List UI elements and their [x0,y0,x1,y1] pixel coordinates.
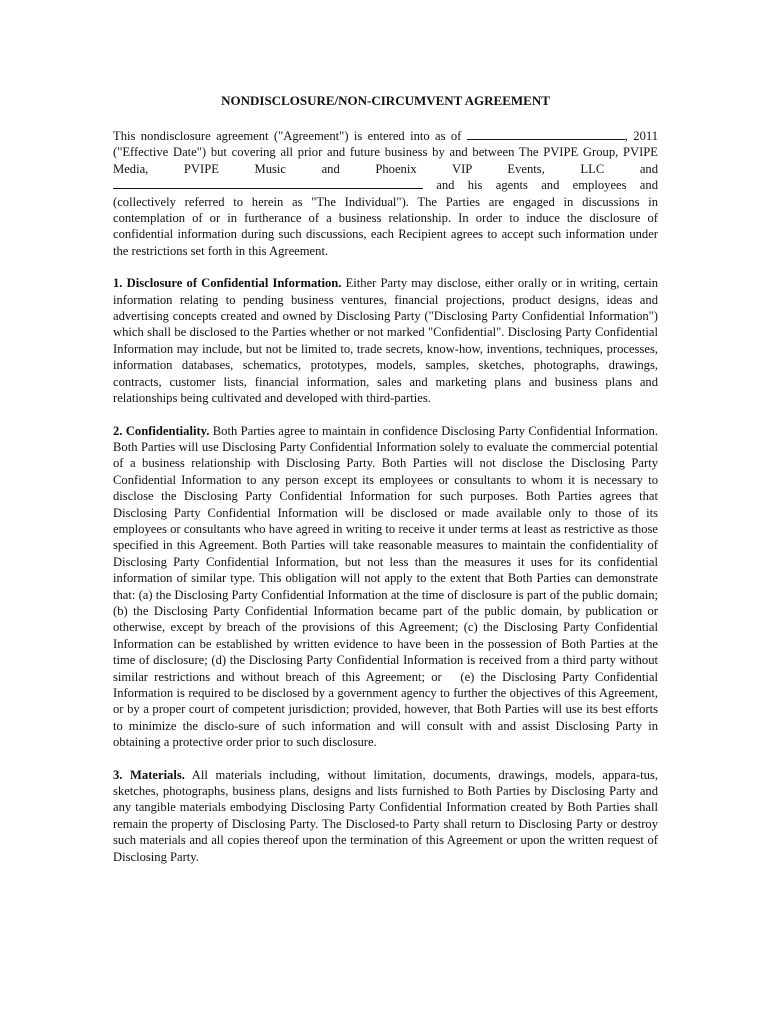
section-disclosure [113,275,658,406]
individual-name-blank [113,177,423,189]
intro-text-2: , 2011 ("Effective Date") but covering all prior and future business by and between The PVIPE Group, PVIPE Media, PVIPE Music and Phoenix VIP Events, LLC and [113,129,658,176]
section-heading: 3. Materials. [113,767,185,782]
section-body: All materials including, without limitation, documents, drawings, models, appara-tus, sketches, photographs, business plans, designs and lists furnished to Both Parties by Disclosing Party and any tangible materials embodying Disclosing Party Confidential Information created by Both Parties shall remain the property of Disclosing Party. The Disclosed-to Party shall return to Disclosing Party or destroy such materials and all copies thereof upon the termination of this Agreement or upon the written request of Disclosing Party. [113,767,658,864]
intro-text-1: This nondisclosure agreement ("Agreement") is entered into as of [113,129,467,143]
section-heading: 2. Confidentiality. [113,423,210,438]
document-title: NONDISCLOSURE/NON-CIRCUMVENT AGREEMENT [221,93,550,108]
section-body: Both Parties agree to maintain in confidence Disclosing Party Confidential Information. Both Parties will use Disclosing Party Confidential Information solely to evaluate the commercial potential of a business relationship with Disclosing Party. Both Parties will not disclose the Disclosing Party Confidential Information to any person except its employees or consultants to whom it is necessary to disclose the Disclosing Party Confidential Information for such purposes. Both Parties agrees that Disclosing Party Confidential Information will be disclosed or made available only to those of its employees or consultants who have agreed in writing to receive it under terms at least as restrictive as those specified in this Agreement. Both Parties will take reasonable measures to maintain the confidentiality of Disclosing Party Confidential Information, but not less than the measures it uses for its confidential information of similar type. This obligation will not apply to the extent that Both Parties can demonstrate that: (a) the Disclosing Party Confidential Information at the time of disclosure is part of the public domain; (b) the Disclosing Party Confidential Information became part of the public domain, by publication or otherwise, except by breach of the provisions of this Agreement; (c) the Disclosing Party Confidential Information can be established by written evidence to have been in the possession of Both Parties at the time of disclosure; (d) the Disclosing Party Confidential Information is received from a third party without similar restrictions and without breach of this Agreement; or (e) the Disclosing Party Confidential Information is required to be disclosed by a government agency to further the objectives of this Agreement, or by a proper court of competent jurisdiction; provided, however, that Both Parties will use its best efforts to minimize the disclo-sure of such information and will consult with and assist Disclosing Party in obtaining a protective order prior to such disclosure. [113,423,658,750]
intro-text-3: and his agents and employees and (collectively referred to herein as "The Individual"). The Parties are engaged in discussions in contemplation of or in furtherance of a business relationship. In order to induce the disclosure of confidential information during such discussions, each Recipient agrees to accept such information under the restrictions set forth in this Agreement. [113,178,658,258]
section-confidentiality [113,423,658,751]
effective-date-blank [467,128,625,140]
intro-paragraph [113,128,658,259]
section-materials [113,767,658,865]
document-page [113,92,658,881]
section-body: Either Party may disclose, either orally or in writing, certain information relating to pending business ventures, financial projections, product designs, ideas and advertising concepts created and owned by Disclosing Party ("Disclosing Party Confidential Information") which shall be disclosed to the Parties whether or not marked "Confidential". Disclosing Party Confidential Information may include, but not be limited to, trade secrets, know-how, inventions, techniques, processes, information databases, schematics, prototypes, models, samples, sketches, photographs, drawings, contracts, customer lists, financial information, sales and marketing plans and business plans and relationships being cultivated and developed with third-parties. [113,276,658,406]
section-heading: 1. Disclosure of Confidential Information. [113,276,342,291]
